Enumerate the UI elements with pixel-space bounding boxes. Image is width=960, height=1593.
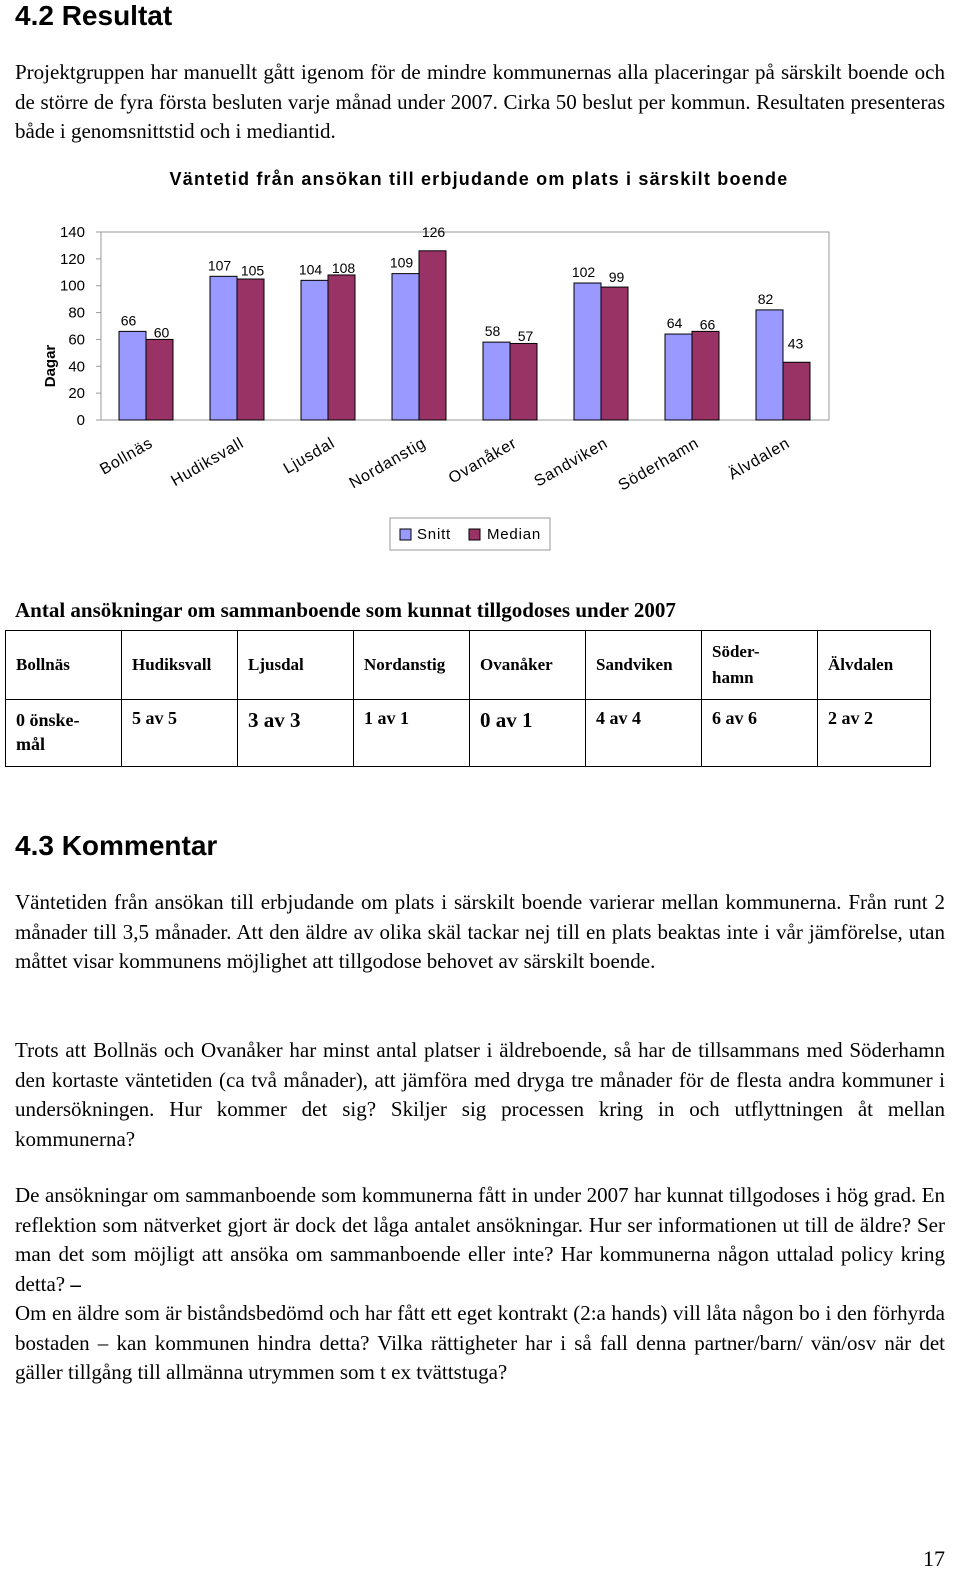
- comment-paragraph-2: Trots att Bollnäs och Ovanåker har minst antal platser i äldreboende, så har de tillsammans med Söderhamn den kortaste väntetiden (ca två månader), att jämföra med dryga tre månader för de flesta andra kommuner i undersökningen. Hur kommer det sig? Skiljer sig processen kring in och utflyttningen åt mellan kommunerna?: [15, 1038, 945, 1151]
- legend-swatch-median: [469, 529, 480, 540]
- x-tick-label: Ovanåker: [445, 434, 520, 488]
- y-tick-label: 120: [59, 250, 85, 268]
- applications-table-title: Antal ansökningar om sammanboende som kunnat tillgodoses under 2007: [15, 598, 676, 622]
- x-tick-label: Sandviken: [531, 434, 611, 491]
- table-header-cell: Söder- hamn: [702, 631, 818, 700]
- bar-snitt: [301, 280, 328, 420]
- bar-value-label: 43: [787, 335, 804, 352]
- bar-value-label: 104: [298, 261, 323, 278]
- bar-value-label: 66: [699, 316, 716, 333]
- y-tick-label: 40: [68, 358, 85, 376]
- legend-label-snitt: Snitt: [417, 526, 452, 543]
- bar-median: [146, 339, 173, 420]
- bar-value-label: 66: [120, 312, 137, 329]
- table-header-cell: Nordanstig: [354, 631, 470, 700]
- bar-snitt: [574, 283, 601, 420]
- bar-median: [328, 275, 355, 420]
- bar-value-label: 82: [757, 290, 774, 307]
- table-cell: 6 av 6: [702, 700, 818, 767]
- chart-title: Väntetid från ansökan till erbjudande om plats i särskilt boende: [169, 169, 789, 189]
- comment-paragraph-3-text: De ansökningar om sammanboende som kommunerna fått in under 2007 har kunnat tillgodoses i hög grad. En reflektion som nätverket gjort är dock det låga antalet ansökningar. Hur ser informationen ut till de äldre? Ser man det som möjligt att ansöka om sammanboende eller inte? Har kommunerna någon uttalad policy kring detta?: [15, 1183, 945, 1296]
- bar-value-label: 102: [571, 264, 596, 281]
- bar-value-label: 107: [207, 257, 232, 274]
- bar-value-label: 64: [666, 315, 683, 332]
- bar-median: [510, 343, 537, 420]
- x-tick-label: Ljusdal: [280, 434, 338, 478]
- bar-snitt: [756, 310, 783, 420]
- comment-paragraph-1: Väntetiden från ansökan till erbjudande om plats i särskilt boende varierar mellan kommunerna. Från runt 2 månader till 3,5 månader. Att den äldre av olika skäl tackar nej till en plats beaktas inte i vår jämförelse, utan måttet visar kommunens möjlighet att tillgodose behovet av särskilt boende.: [15, 890, 945, 973]
- x-tick-label: Nordanstig: [346, 434, 429, 493]
- table-cell: 3 av 3: [238, 700, 354, 767]
- table-cell: 1 av 1: [354, 700, 470, 767]
- y-tick-label: 140: [59, 224, 85, 241]
- bar-median: [237, 279, 264, 420]
- bar-value-label: 99: [608, 269, 625, 286]
- bar-snitt: [665, 334, 692, 420]
- table-cell: 0 önske- mål: [6, 700, 122, 767]
- section-heading-resultat: 4.2 Resultat: [15, 0, 173, 31]
- table-header-cell: Ovanåker: [470, 631, 586, 700]
- y-tick-label: 80: [68, 304, 85, 322]
- bar-value-label: 57: [517, 328, 534, 345]
- page-number: 17: [923, 1546, 945, 1571]
- section-heading-kommentar: 4.3 Kommentar: [15, 830, 218, 861]
- intro-paragraph: Projektgruppen har manuellt gått igenom för de mindre kommunernas alla placeringar på särskilt boende och de större de fyra första besluten varje månad under 2007. Cirka 50 beslut per kommun. Resultaten presenteras både i genomsnittstid och i mediantid.: [15, 60, 945, 143]
- y-tick-label: 0: [76, 412, 85, 429]
- x-tick-label: Söderhamn: [615, 434, 702, 495]
- table-cell: 4 av 4: [586, 700, 702, 767]
- comment-paragraph-3: [15, 1181, 945, 1299]
- table-header-cell: Ljusdal: [238, 631, 354, 700]
- y-axis-label: Dagar: [42, 344, 59, 388]
- bar-snitt: [483, 342, 510, 420]
- table-cell: 5 av 5: [122, 700, 238, 767]
- bar-median: [419, 251, 446, 420]
- bar-median: [692, 331, 719, 420]
- bar-value-label: 126: [421, 223, 446, 240]
- bar-median: [601, 287, 628, 420]
- bar-value-label: 60: [153, 324, 170, 341]
- comment-paragraph-4: Om en äldre som är biståndsbedömd och har fått ett eget kontrakt (2:a hands) vill låta någon bo i den förhyrda bostaden – kan kommunen hindra detta? Vilka rättigheter har i så fall denna partner/barn/ vän/osv när det gäller tillgång till allmänna utrymmen som t ex tvättstuga?: [15, 1301, 945, 1384]
- table-cell: 2 av 2: [818, 700, 931, 767]
- comment-paragraph-3-dash: –: [65, 1271, 81, 1296]
- table-header-cell: Älvdalen: [818, 631, 931, 700]
- legend-swatch-snitt: [400, 529, 411, 540]
- bar-value-label: 105: [240, 262, 265, 279]
- wait-time-chart: [0, 150, 960, 570]
- x-tick-label: Bollnäs: [97, 434, 156, 479]
- table-header-row: [6, 631, 931, 700]
- bar-snitt: [210, 276, 237, 420]
- chart-legend: [390, 518, 550, 550]
- legend-label-median: Median: [487, 526, 541, 543]
- applications-table: [5, 630, 931, 767]
- bar-value-label: 58: [484, 323, 501, 340]
- y-tick-label: 100: [59, 277, 85, 295]
- bar-snitt: [119, 331, 146, 420]
- table-header-cell: Sandviken: [586, 631, 702, 700]
- table-cell: 0 av 1: [470, 700, 586, 767]
- chart-svg: [0, 150, 960, 570]
- bar-value-label: 108: [331, 259, 356, 276]
- bar-median: [783, 362, 810, 420]
- bar-snitt: [392, 274, 419, 420]
- bar-value-label: 109: [389, 254, 414, 271]
- x-tick-label: Hudiksvall: [168, 434, 247, 490]
- y-tick-label: 60: [68, 331, 85, 349]
- table-header-cell: Bollnäs: [6, 631, 122, 700]
- x-tick-label: Älvdalen: [725, 434, 793, 484]
- table-header-cell: Hudiksvall: [122, 631, 238, 700]
- y-tick-label: 20: [68, 385, 85, 403]
- table-row: [6, 700, 931, 767]
